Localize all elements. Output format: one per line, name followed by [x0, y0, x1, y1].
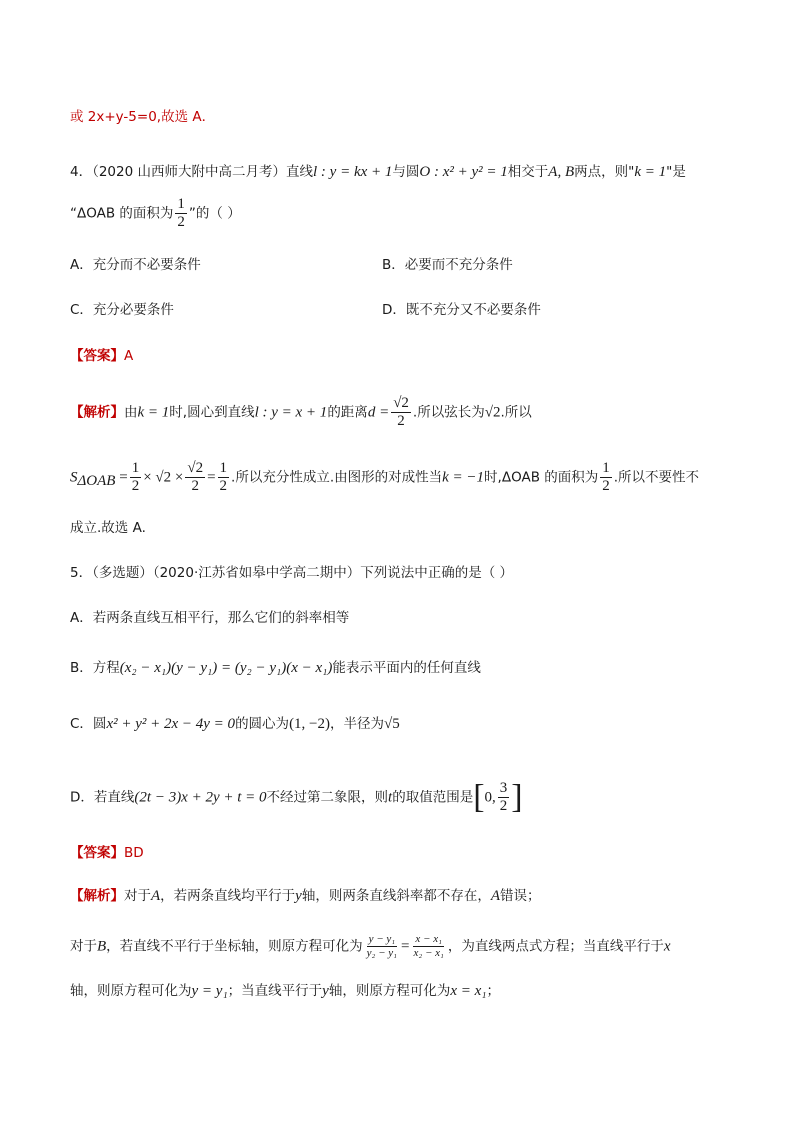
- math-equation: x² + y² + 2x − 4y = 0: [106, 716, 236, 732]
- math-eq: =: [401, 938, 410, 955]
- q5-title: 5．（多选题）（2020·江苏省如皋中学高二期中）下列说法中正确的是（ ）: [70, 565, 514, 581]
- q5-answer: [70, 842, 144, 864]
- q4-points: A, B: [548, 164, 575, 180]
- math-area: S: [70, 469, 78, 486]
- q4-option-a: A．充分而不必要条件: [70, 257, 201, 273]
- fraction-denominator: 2: [177, 214, 185, 230]
- fraction-numerator: √2: [187, 460, 204, 476]
- fraction-denominator: 2: [499, 798, 508, 814]
- text: 轴，则原方程可化为: [328, 983, 451, 999]
- math-a: A: [151, 888, 161, 904]
- text: ，半径为: [330, 716, 385, 732]
- fraction-numerator: 1: [131, 460, 140, 476]
- text: ，若直线不平行于坐标轴，则原方程可化为: [106, 938, 363, 955]
- q5-option-c: [70, 713, 400, 735]
- math-chord: √2: [484, 404, 501, 421]
- text: 的圆心为: [235, 716, 290, 732]
- q4-stem-line1: [70, 161, 686, 183]
- fraction: [600, 460, 612, 495]
- text: .所以不要性不: [613, 469, 700, 486]
- text: 轴，则原方程可化为: [70, 983, 192, 999]
- math-b: B: [97, 938, 107, 955]
- fraction-denominator: 2: [602, 478, 610, 494]
- two-point-fraction-right: [411, 933, 445, 960]
- math-d: d =: [367, 404, 390, 421]
- q5-analysis-line1: [70, 885, 541, 907]
- q4-line-equation: l : y = kx + 1: [313, 164, 393, 180]
- text: C．圆: [70, 716, 107, 732]
- text: 由: [124, 404, 138, 421]
- two-point-fraction-left: [365, 933, 399, 960]
- text: .所以充分性成立.由图形的对成性当: [231, 469, 443, 486]
- text: 的取值范围是: [392, 789, 474, 806]
- right-bracket: ]: [511, 778, 523, 816]
- math-equation: (2t − 3)x + 2y + t = 0: [134, 789, 267, 806]
- math-times: × √2 ×: [143, 469, 184, 486]
- fraction-numerator: 1: [219, 460, 228, 476]
- q4-condition: k = 1: [634, 164, 667, 180]
- math-y: y: [322, 983, 329, 999]
- math-center: (1, −2): [289, 716, 331, 732]
- math-t: t: [388, 789, 393, 806]
- math-a: A: [490, 888, 501, 904]
- left-bracket: [: [473, 778, 485, 816]
- fraction-numerator: 3: [499, 780, 508, 796]
- text: 轴，则两条直线斜率都不存在，: [301, 888, 491, 904]
- analysis-label: 【解析】: [70, 888, 124, 904]
- answer-label: 【答案】: [70, 348, 124, 364]
- fraction-denominator: 2: [191, 478, 199, 494]
- text: 不经过第二象限，则: [266, 789, 389, 806]
- math-area-sub: ΔOAB: [77, 473, 116, 490]
- answer-value: BD: [124, 845, 144, 861]
- fraction-denominator: 2: [219, 478, 228, 494]
- math-x: x: [663, 938, 671, 955]
- q4-circle-equation: O : x² + y² = 1: [419, 164, 508, 180]
- q4-analysis-line3: 成立.故选 A.: [70, 520, 146, 536]
- fraction-denominator: 2: [131, 478, 140, 494]
- q4-mid3: 两点，则": [574, 164, 635, 180]
- math-line: l : y = x + 1: [254, 404, 328, 421]
- fraction-denominator: x₂ − x₁: [413, 947, 444, 959]
- math-range-left: 0,: [484, 789, 496, 806]
- fraction-numerator: 1: [602, 460, 610, 476]
- text: 的距离: [327, 404, 368, 421]
- q4-option-b: B．必要而不充分条件: [382, 257, 513, 273]
- text: 对于: [124, 888, 151, 904]
- fraction: [130, 460, 142, 495]
- text: 对于: [70, 938, 97, 955]
- text: 错误；: [500, 888, 541, 904]
- fraction-numerator: x − x₁: [415, 933, 442, 945]
- q4-half-fraction: [175, 196, 187, 231]
- math-eq: =: [207, 469, 216, 486]
- q4-answer: [70, 345, 133, 367]
- q5-analysis-line2: [70, 933, 671, 960]
- fraction-denominator: y₂ − y₁: [366, 947, 398, 959]
- q4-option-c: C．充分必要条件: [70, 302, 174, 318]
- q4-option-d: D．既不充分又不必要条件: [382, 302, 541, 318]
- math-eq: =: [119, 469, 128, 486]
- fraction-denominator: 2: [397, 413, 405, 429]
- fraction: [218, 460, 230, 495]
- fraction-numerator: √2: [393, 395, 409, 411]
- q5-option-b: [70, 657, 481, 679]
- math-equation: x = x₁: [450, 983, 487, 999]
- previous-solution-end: 或 2x+y-5=0,故选 A．: [70, 109, 216, 125]
- text: .所以: [500, 404, 532, 421]
- text: ；当直线平行于: [227, 983, 323, 999]
- q4-mid1: 与圆: [392, 164, 420, 180]
- math-k: k = 1: [137, 404, 170, 421]
- range-fraction: [498, 780, 510, 815]
- fraction: [185, 460, 205, 495]
- math-k: k = −1: [442, 469, 485, 486]
- text: ，若两条直线均平行于: [160, 888, 296, 904]
- q5-option-d: [70, 780, 523, 815]
- math-equation: y = y₁: [191, 983, 228, 999]
- text: B．方程: [70, 660, 120, 676]
- text: ，为直线两点式方程；当直线平行于: [447, 938, 664, 955]
- distance-fraction: [391, 395, 411, 430]
- q4-tail: "是: [666, 164, 686, 180]
- text: 时,ΔOAB 的面积为: [484, 469, 599, 486]
- q4-lead: 4．（2020 山西师大附中高二月考）直线: [70, 164, 313, 180]
- fraction-numerator: y − y₁: [368, 933, 396, 945]
- q4-line2-pre: “ΔOAB 的面积为: [70, 205, 174, 222]
- q4-line2-post: ”的（ ）: [188, 205, 241, 222]
- text: 时,圆心到直线: [169, 404, 255, 421]
- text: D．若直线: [70, 789, 135, 806]
- q4-mid2: 相交于: [507, 164, 549, 180]
- text: .所以弦长为: [412, 404, 485, 421]
- math-y: y: [295, 888, 302, 904]
- text: ；: [486, 983, 500, 999]
- answer-label: 【答案】: [70, 845, 124, 861]
- q4-analysis-line1: [70, 395, 532, 430]
- q4-analysis-line2: [70, 460, 699, 495]
- analysis-label: 【解析】: [70, 404, 124, 421]
- math-radius: √5: [384, 716, 400, 732]
- q4-stem-line2: [70, 196, 241, 231]
- math-equation: (x₂ − x₁)(y − y₁) = (y₂ − y₁)(x − x₁): [119, 660, 333, 676]
- q5-option-a: A．若两条直线互相平行，那么它们的斜率相等: [70, 610, 350, 626]
- text: 能表示平面内的任何直线: [332, 660, 481, 676]
- q5-analysis-line3: [70, 980, 500, 1002]
- answer-value: A: [124, 348, 134, 364]
- fraction-numerator: 1: [177, 196, 185, 212]
